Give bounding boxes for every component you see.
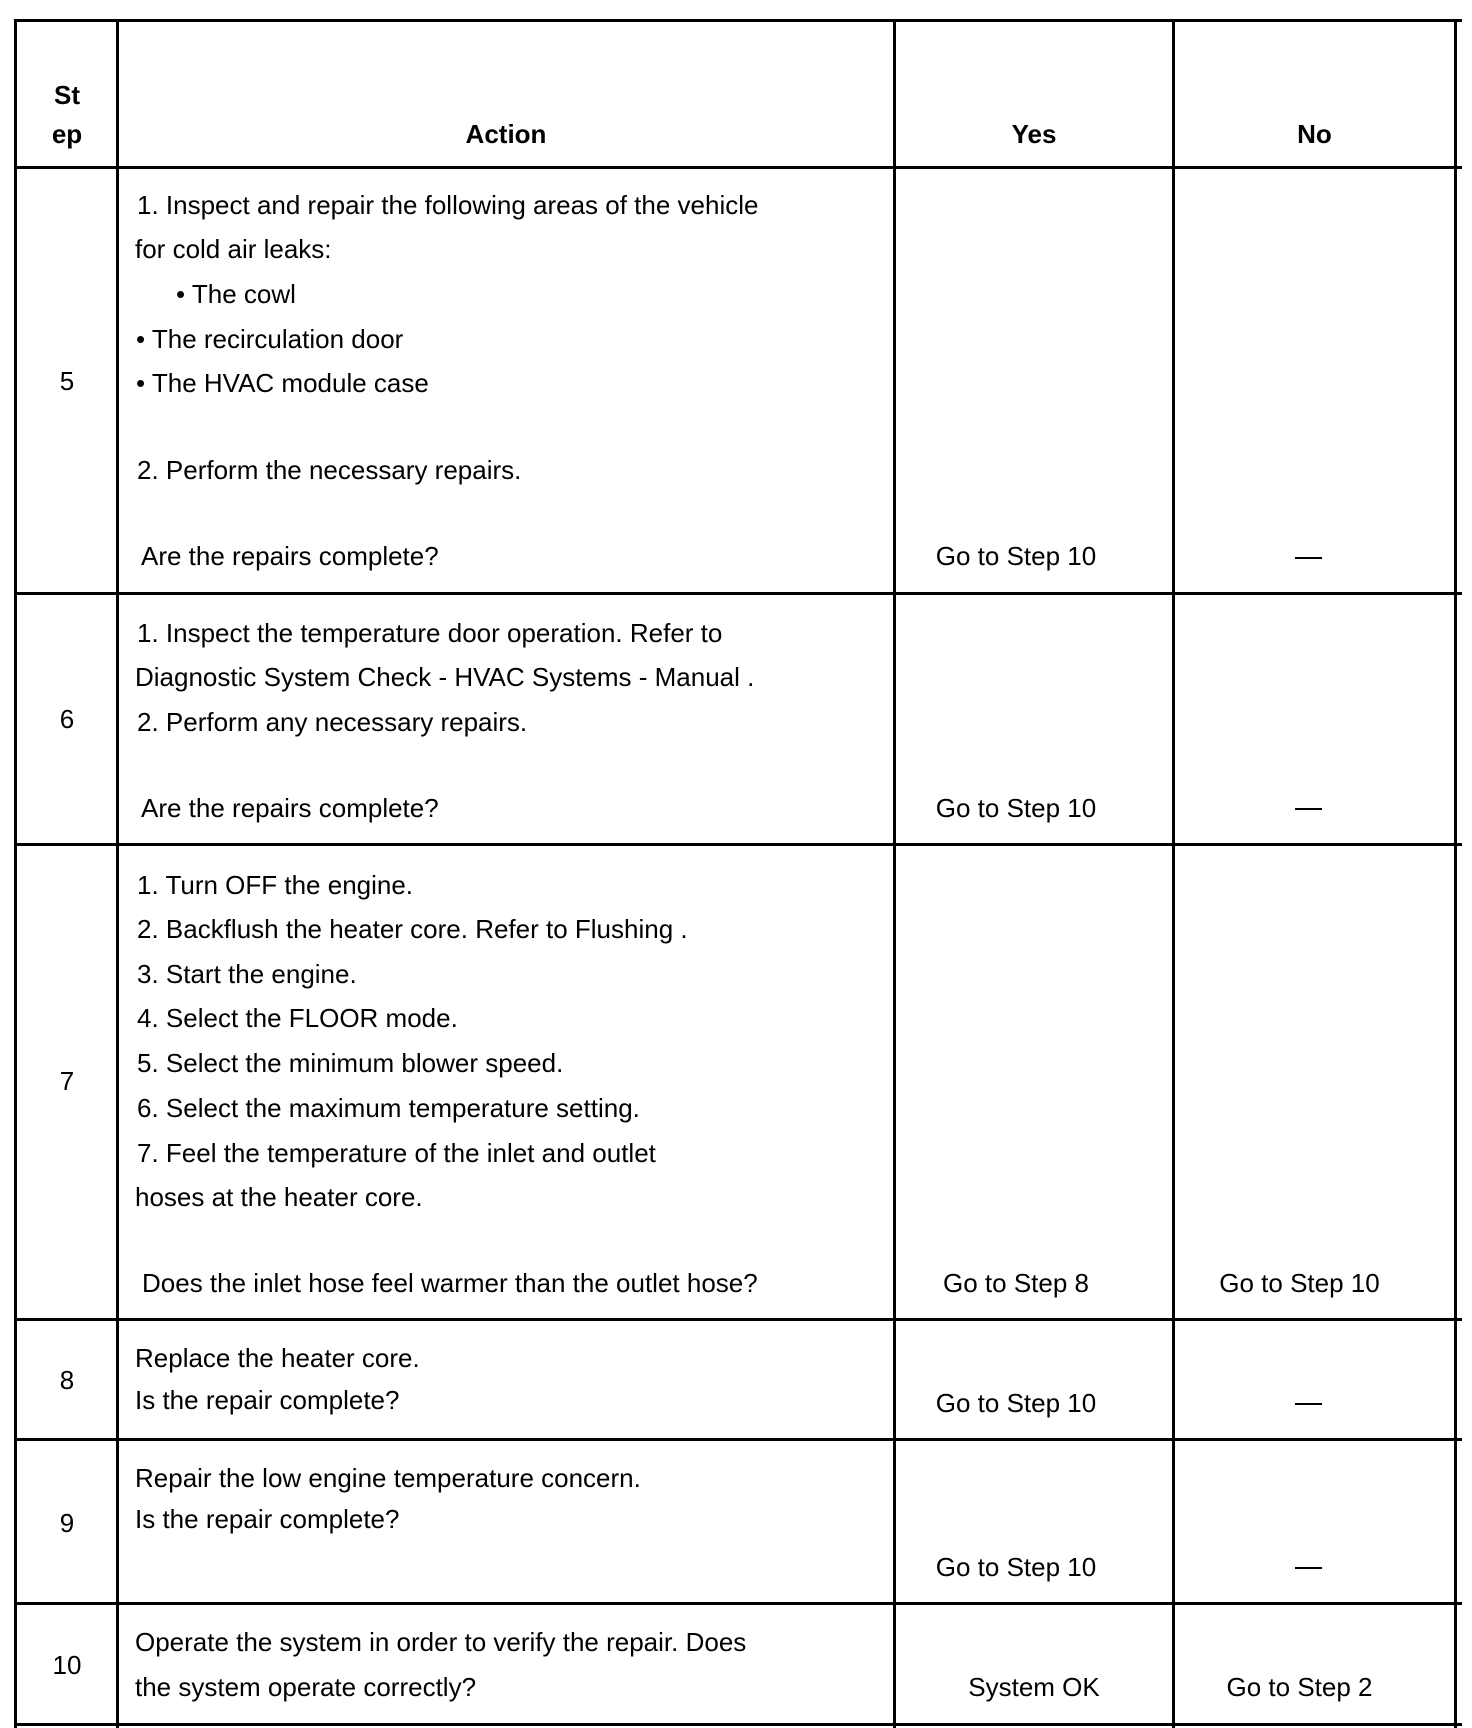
step-number: 7 bbox=[59, 1066, 75, 1096]
action-question: Are the repairs complete? bbox=[141, 541, 439, 571]
yes-target: Go to Step 10 bbox=[935, 793, 1097, 823]
column-divider bbox=[1454, 19, 1457, 1728]
action-line: 2. Perform any necessary repairs. bbox=[137, 707, 528, 737]
table-border-top bbox=[14, 19, 1462, 22]
header-step bbox=[17, 82, 117, 108]
action-line: Diagnostic System Check - HVAC Systems - Manual . bbox=[135, 662, 755, 692]
header-divider bbox=[14, 166, 1462, 169]
action-question: Does the inlet hose feel warmer than the outlet hose? bbox=[142, 1268, 758, 1298]
column-divider bbox=[116, 19, 119, 1728]
step-number: 10 bbox=[52, 1650, 82, 1680]
row-divider bbox=[14, 1438, 1462, 1441]
action-line: Replace the heater core. bbox=[135, 1343, 420, 1373]
yes-target: Go to Step 10 bbox=[935, 1388, 1097, 1418]
yes-target: Go to Step 10 bbox=[935, 541, 1097, 571]
no-target: Go to Step 10 bbox=[1219, 1268, 1380, 1298]
action-question: the system operate correctly? bbox=[135, 1672, 477, 1702]
header-action: Action bbox=[465, 119, 547, 149]
row-divider bbox=[14, 592, 1462, 595]
column-divider bbox=[893, 19, 896, 1728]
action-bullet: • The HVAC module case bbox=[136, 368, 429, 398]
row-divider bbox=[14, 1318, 1462, 1321]
action-line: 1. Inspect and repair the following areas of the vehicle bbox=[137, 190, 759, 220]
action-line: for cold air leaks: bbox=[135, 234, 332, 264]
action-line: 4. Select the FLOOR mode. bbox=[137, 1003, 458, 1033]
no-dash bbox=[1295, 1403, 1322, 1405]
yes-target: Go to Step 10 bbox=[935, 1552, 1097, 1582]
action-bullet: • The cowl bbox=[176, 279, 296, 309]
action-line: 1. Inspect the temperature door operation. Refer to bbox=[137, 618, 723, 648]
no-dash bbox=[1295, 808, 1322, 810]
step-number: 5 bbox=[59, 366, 75, 396]
no-dash bbox=[1295, 1567, 1322, 1569]
row-divider bbox=[14, 843, 1462, 846]
step-number: 9 bbox=[59, 1508, 75, 1538]
action-line: 1. Turn OFF the engine. bbox=[137, 870, 414, 900]
row-divider bbox=[14, 1602, 1462, 1605]
header-yes: Yes bbox=[1011, 119, 1057, 149]
action-question: Is the repair complete? bbox=[135, 1504, 400, 1534]
column-divider bbox=[1172, 19, 1175, 1728]
no-target: Go to Step 2 bbox=[1226, 1672, 1373, 1702]
header-step-line1: St bbox=[54, 80, 80, 110]
action-line: 2. Backflush the heater core. Refer to Flushing . bbox=[137, 914, 688, 944]
action-line: 7. Feel the temperature of the inlet and outlet bbox=[137, 1138, 656, 1168]
action-line: 5. Select the minimum blower speed. bbox=[137, 1048, 564, 1078]
header-step-line2: ep bbox=[51, 119, 83, 149]
yes-target: System OK bbox=[968, 1672, 1100, 1702]
action-line: 2. Perform the necessary repairs. bbox=[137, 455, 522, 485]
action-question: Is the repair complete? bbox=[135, 1385, 400, 1415]
action-question: Are the repairs complete? bbox=[141, 793, 439, 823]
header-step-2 bbox=[17, 121, 117, 147]
action-line: hoses at the heater core. bbox=[135, 1182, 423, 1212]
row-divider bbox=[14, 1723, 1462, 1726]
no-dash bbox=[1295, 557, 1322, 559]
header-no: No bbox=[1297, 119, 1332, 149]
action-line: Repair the low engine temperature concern. bbox=[135, 1463, 641, 1493]
step-number: 8 bbox=[59, 1365, 75, 1395]
action-bullet: • The recirculation door bbox=[136, 324, 404, 354]
action-line: 6. Select the maximum temperature setting. bbox=[137, 1093, 640, 1123]
step-number: 6 bbox=[59, 704, 75, 734]
yes-target: Go to Step 8 bbox=[943, 1268, 1089, 1298]
action-line: 3. Start the engine. bbox=[137, 959, 357, 989]
column-divider bbox=[14, 19, 17, 1728]
action-line: Operate the system in order to verify the repair. Does bbox=[135, 1627, 747, 1657]
